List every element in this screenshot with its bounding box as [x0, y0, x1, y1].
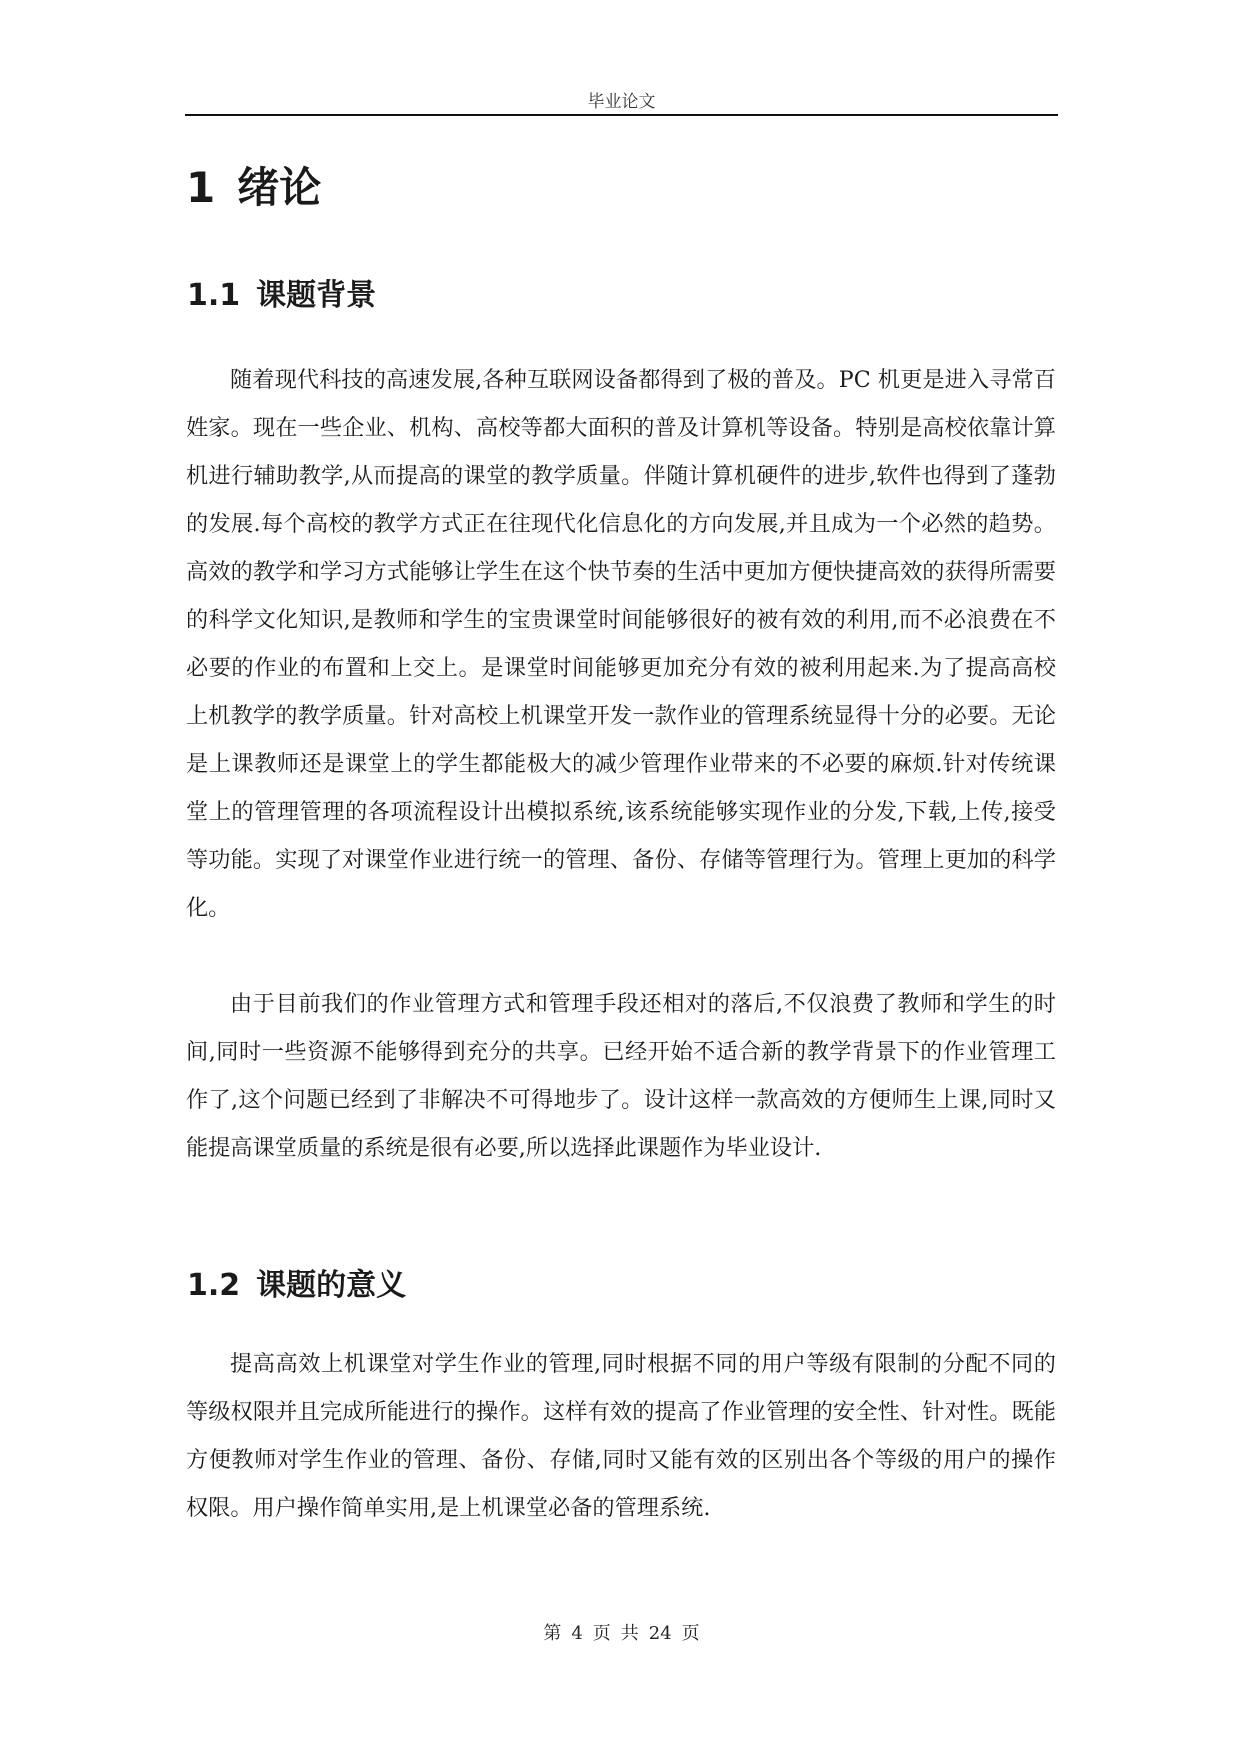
section-title	[187, 276, 376, 316]
header-rule	[185, 114, 1058, 116]
page-footer	[185, 1619, 1058, 1645]
section-number: 1.1	[187, 278, 241, 313]
body-paragraph: 提高高效上机课堂对学生作业的管理,同时根据不同的用户等级有限制的分配不同的等级权限并且完成所能进行的操作。这样有效的提高了作业管理的安全性、针对性。既能方便教师对学生作业的管理、备份、存储,同时又能有效的区别出各个等级的用户的操作权限。用户操作简单实用,是上机课堂必备的管理系统.	[186, 1351, 1056, 1521]
section-number: 1.2	[187, 1268, 241, 1303]
body-paragraph: 由于目前我们的作业管理方式和管理手段还相对的落后,不仅浪费了教师和学生的时间,同时一些资源不能够得到充分的共享。已经开始不适合新的教学背景下的作业管理工作了,这个问题已经到了非解决不可得地步了。设计这样一款高效的方便师生上课,同时又能提高课堂质量的系统是很有必要,所以选择此课题作为毕业设计.	[186, 991, 1056, 1161]
footer-total-pages: 24	[648, 1623, 672, 1644]
running-header: 毕业论文	[587, 92, 656, 112]
footer-current-page: 4	[571, 1623, 583, 1644]
footer-total-prefix: 共	[620, 1623, 639, 1644]
chapter-title	[186, 160, 321, 216]
section-title-text: 课题的意义	[256, 1268, 407, 1303]
chapter-number: 1	[186, 163, 216, 212]
footer-prefix: 第	[543, 1623, 562, 1644]
footer-page-unit: 页	[592, 1623, 611, 1644]
body-paragraph: 随着现代科技的高速发展,各种互联网设备都得到了极的普及。PC 机更是进入寻常百姓家。现在一些企业、机构、高校等都大面积的普及计算机等设备。特别是高校依靠计算机进行辅助教学,从而提高的课堂的教学质量。伴随计算机硬件的进步,软件也得到了蓬勃的发展.每个高校的教学方式正在往现代化信息化的方向发展,并且成为一个必然的趋势。高效的教学和学习方式能够让学生在这个快节奏的生活中更加方便快捷高效的获得所需要的科学文化知识,是教师和学生的宝贵课堂时间能够很好的被有效的利用,而不必浪费在不必要的作业的布置和上交上。是课堂时间能够更加充分有效的被利用起来.为了提高高校上机教学的教学质量。针对高校上机课堂开发一款作业的管理系统显得十分的必要。无论是上课教师还是课堂上的学生都能极大的减少管理作业带来的不必要的麻烦.针对传统课堂上的管理管理的各项流程设计出模拟系统,该系统能够实现作业的分发,下载,上传,接受等功能。实现了对课堂作业进行统一的管理、备份、存储等管理行为。管理上更加的科学化。	[186, 367, 1056, 921]
footer-total-unit: 页	[681, 1623, 700, 1644]
section-title-text: 课题背景	[256, 278, 377, 313]
chapter-title-text: 绪论	[237, 163, 322, 212]
section-title	[187, 1266, 406, 1306]
